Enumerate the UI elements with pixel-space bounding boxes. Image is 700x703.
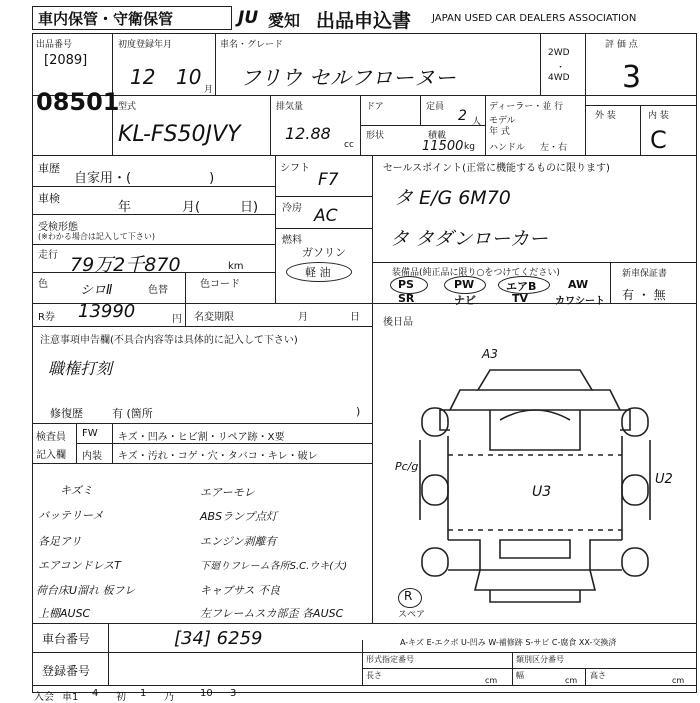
notes-handwritten: 職権打刻 [48,359,113,378]
registration-month-unit: 月 [204,85,214,95]
mileage-value: 79万2千870 [70,254,181,276]
grade-label: 評 価 点 [605,40,638,50]
displacement-unit: cc [344,140,354,150]
inspection-note-left-3: 各足アリ [38,535,82,548]
receipt-note: (※わかる場合は記入して下さい) [38,232,155,241]
divider [372,303,373,623]
equip-airbag: エアB [506,280,537,293]
inspection-note-left-6: 上棚AUSC [38,607,91,620]
lot-code: [2089] [44,53,88,68]
damage-mark-left: Pc/g [395,460,419,473]
association-name: JAPAN USED CAR DEALERS ASSOCIATION [432,13,637,24]
footer-token: 初 [116,692,126,703]
notes-label: 注意事項申告欄(不具合内容等は具体的に記入して下さい) [40,335,298,346]
loading-unit: kg [464,142,475,152]
drive-4wd: 4WD [548,73,570,83]
mileage-unit: km [228,261,244,272]
width-unit: cm [565,676,578,685]
divider [585,33,586,155]
divider [32,214,275,215]
shift-value: F7 [318,170,339,190]
inspection-note-right-5: キャブサス 不良 [200,584,281,597]
divider [372,155,373,303]
capacity-unit: 人 [472,117,482,127]
divider [275,228,372,229]
footer-token: 車1 [62,692,79,703]
receipt-label: 受検形態 [38,222,78,233]
chassis-value: [34] 6259 [174,628,263,649]
logo-mark: JU [238,8,259,28]
exterior-label: 外 装 [595,111,616,121]
grade-value: 3 [622,60,642,95]
divider [540,33,541,95]
divider [185,303,186,326]
org-name: 愛知 [268,11,301,30]
divider [372,262,697,263]
divider [185,272,186,303]
aircon-label: 冷房 [282,203,302,214]
inspector-label-1: 検査員 [36,432,66,443]
divider [362,652,697,653]
equip-aw: AW [568,278,589,291]
footer-token: 4 [92,688,99,699]
model-year-suffix: 年 式 [489,127,510,137]
inspection-label: 車検 [38,192,60,205]
history-label: 車歴 [38,162,60,175]
divider [585,668,586,685]
form-title: 出品申込書 [316,10,412,32]
model-number-label: 形式指定番号 [366,655,414,664]
loading-label: 積載 [428,131,447,141]
model-label: 型式 [118,102,137,112]
drive-2wd: 2WD [548,48,570,58]
divider [108,623,109,685]
divider [275,196,372,197]
model-year-label: モデル [489,116,516,126]
color-code-label: 色コード [200,279,240,290]
divider [112,423,113,463]
divider [275,155,276,303]
lot-number: 08501 [36,88,120,116]
history-value: 自家用・( ) [74,171,215,186]
damage-mark-a3: A3 [482,347,498,361]
capacity-value: 2 [458,108,467,124]
category-number-label: 類別区分番号 [516,655,564,664]
color-value: シロⅡ [80,283,113,298]
width-label: 幅 [516,671,524,680]
divider [32,155,697,156]
inspection-note-right-3: エンジン剥離有 [200,535,277,548]
selling-points-label: セールスポイント(正常に機能するものに限ります) [383,163,610,174]
divider [32,423,372,424]
spare-mark: R [404,589,413,603]
footer-token: 入会 [34,692,54,703]
recycle-unit: 円 [172,314,182,325]
recycle-label: R券 [38,312,55,323]
interior-value: C [650,126,667,154]
registration-month: 10 [176,65,202,89]
divider [32,244,275,245]
storage-label: 車内保管・守衛保管 [38,10,174,28]
repair-close: ) [356,405,361,418]
inspection-note-left-2: バッテリーメ [38,509,104,522]
divider [32,186,275,187]
inspection-note-right-1: エアーモレ [200,486,255,499]
name-change-month: 月 [298,312,308,323]
divider [512,652,513,685]
footer-token: 乃 [164,692,174,703]
vehicle-name: フリウ セルフローヌー [240,66,456,90]
divider [76,443,372,444]
legend-text: A-キズ E-エクボ U-凹み W-補修跡 S-サビ C-腐食 XX-交換済 [400,638,617,647]
inspection-note-left-5: 荷台床U溜れ 板フレ [36,584,136,597]
height-unit: cm [672,676,685,685]
equip-seat: カワシート [555,296,605,307]
registration-label: 初度登録年月 [118,40,173,50]
chassis-label: 車台番号 [42,632,91,646]
divider [640,105,641,155]
color-label: 色 [38,279,48,290]
name-change-day: 日 [350,312,360,323]
fuel-label: 燃料 [282,235,302,246]
divider [32,652,362,653]
equip-navi: ナビ [454,294,476,307]
inspector-label-2: 記入欄 [36,450,66,461]
inspection-note-left-4: エアコンドレスT [38,559,121,572]
inspector-row1-items: キズ・凹み・ヒビ割・リペア跡・X要 [118,432,285,443]
shift-label: シフト [280,163,310,174]
selling-point-1: タ E/G 6M70 [394,187,511,209]
dealer-label: ディーラー・並 行 [489,102,564,112]
loading-value: 11500 [422,139,464,154]
capacity-label: 定員 [426,102,445,112]
divider [420,95,421,125]
inspector-row1-head: FW [82,428,98,439]
divider [360,125,485,126]
inspection-year: 年 [118,200,132,215]
divider [610,262,611,303]
footer-token: 3 [230,688,237,699]
equipment-label: 装備品(純正品に限り○をつけてください) [392,268,560,278]
divider [215,33,216,95]
inspection-note-right-2: ABSランプ点灯 [200,510,278,523]
mileage-label: 走行 [38,250,58,261]
inspection-note-right-4: 下廻りフレーム各所S.C.ウキ(大) [200,561,348,572]
spare-label: スペア [398,610,426,620]
divider [362,668,697,669]
handle-label: ハンドル [489,143,526,153]
divider [32,685,697,686]
fuel-gasoline: ガソリン [302,246,346,259]
equip-pw: PW [454,278,475,291]
name-change-label: 名変期限 [194,312,234,323]
equip-sr: SR [398,292,415,305]
interior-label: 内 装 [648,111,669,121]
divider [32,95,697,96]
divider [32,326,372,327]
inspection-month: 月( [182,200,201,215]
damage-mark-u3: U3 [532,484,552,500]
footer-token: 1 [140,688,147,699]
registration-year: 12 [130,65,156,89]
after-label: 後日品 [383,317,413,328]
inspector-row2-head: 内装 [82,451,102,462]
color-change-label: 色替 [148,285,168,296]
fuel-diesel: 軽 油 [305,266,331,279]
repair-value: 有 (箇所 [112,407,153,420]
repair-label: 修復歴 [50,407,83,420]
damage-mark-u2: U2 [655,472,673,487]
lot-label: 出品番号 [36,40,73,50]
equip-tv: TV [512,292,529,305]
equip-ps: PS [398,278,414,291]
recycle-value: 13990 [78,301,136,322]
handle-value: 左・右 [540,143,568,153]
length-label: 長さ [366,671,382,680]
divider [485,95,486,155]
height-label: 高さ [590,671,606,680]
selling-point-2: タ タダンローカー [390,228,548,250]
warranty-label: 新車保証書 [622,269,668,279]
divider [32,463,372,464]
footer-token: 10 [200,688,213,699]
divider [362,640,363,685]
length-unit: cm [485,676,498,685]
vehicle-name-label: 車名・グレード [220,40,284,50]
inspector-row2-items: キズ・汚れ・コゲ・穴・タバコ・キレ・破レ [118,451,318,462]
drive-dot: ・ [556,63,566,73]
displacement-value: 12.88 [285,124,331,143]
divider [585,105,697,106]
aircon-value: AC [314,206,338,226]
registration-number-label: 登録番号 [42,664,91,678]
inspection-note-left-1: キズミ [60,484,93,497]
divider [270,95,271,155]
vehicle-diagram [380,340,690,620]
inspection-note-right-6: 左フレームスカ部歪 各AUSC [200,607,344,620]
warranty-value: 有 ・ 無 [622,288,666,302]
model-value: KL-FS50JVY [118,122,241,147]
divider [32,623,697,624]
displacement-label: 排気量 [276,102,304,112]
inspection-day: 日) [240,200,259,215]
shape-label: 形状 [366,131,385,141]
door-label: ドア [366,102,384,112]
